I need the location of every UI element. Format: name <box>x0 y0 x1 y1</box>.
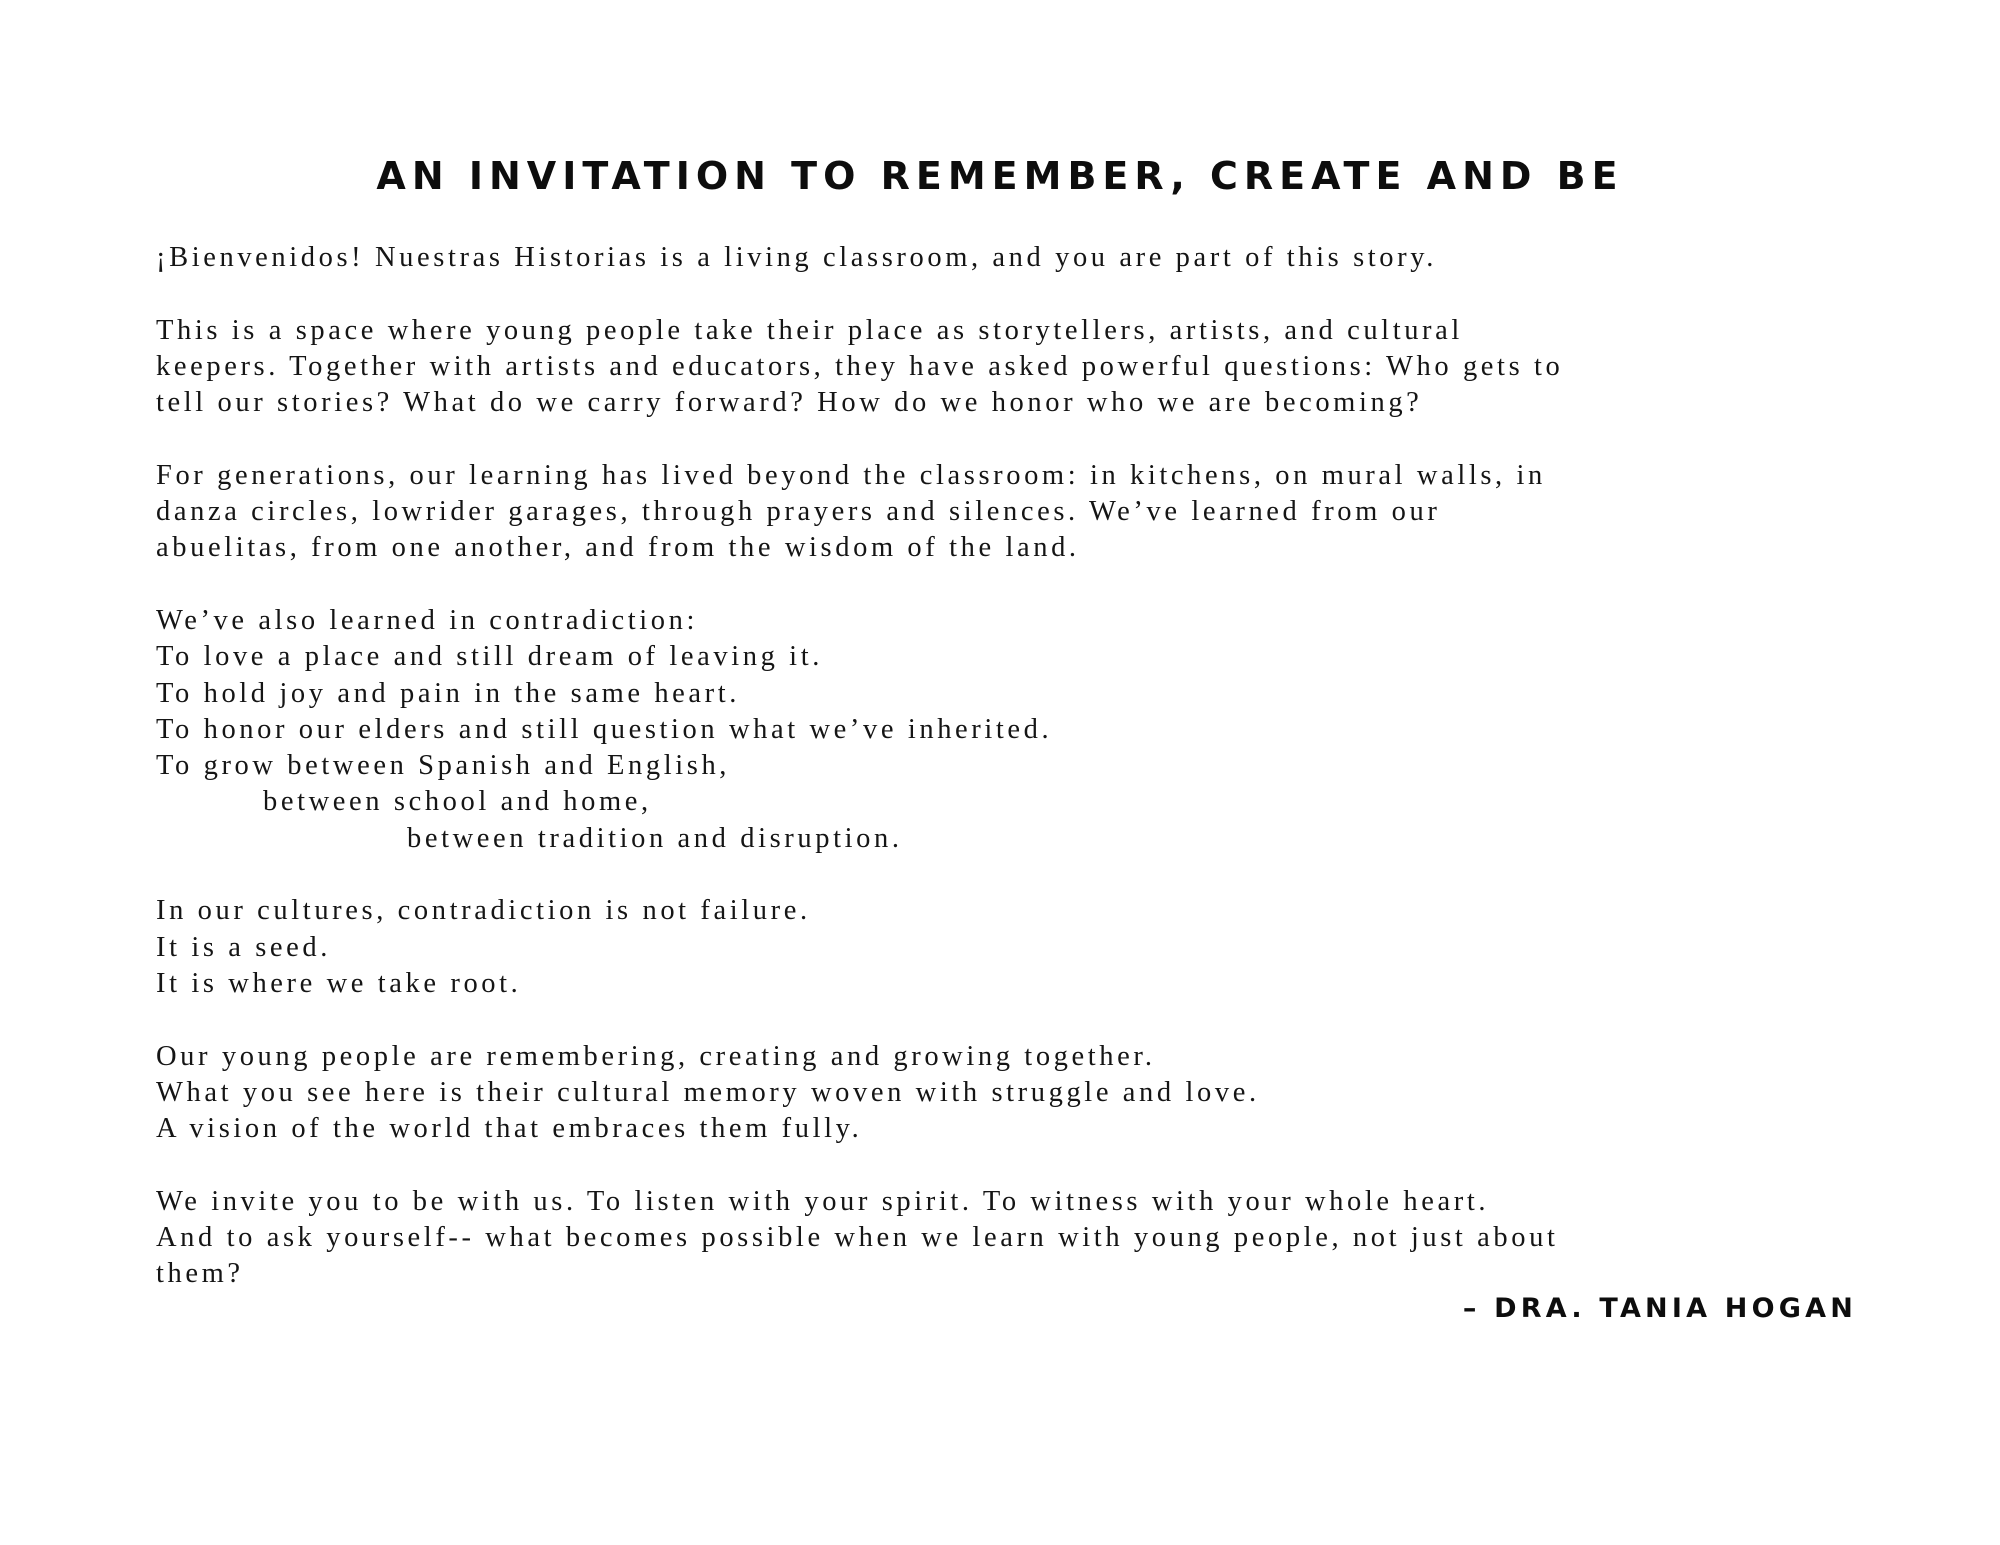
text-line: danza circles, lowrider garages, through prayers and silences. We’ve learned from our <box>156 496 1441 528</box>
page-title: AN INVITATION TO REMEMBER, CREATE AND BE <box>376 154 1624 198</box>
text-line: In our cultures, contradiction is not failure. <box>156 895 811 927</box>
text-line-indented: between tradition and disruption. <box>407 822 903 854</box>
text-line: To love a place and still dream of leaving it. <box>156 641 823 673</box>
paragraph-welcome <box>156 240 1876 276</box>
paragraph-young-people <box>156 1039 1876 1148</box>
text-line-indented: between school and home, <box>263 786 652 818</box>
paragraph-generations <box>156 458 1876 567</box>
text-line: them? <box>156 1258 244 1290</box>
paragraph-space <box>156 313 1876 422</box>
text-line: We invite you to be with us. To listen with your spirit. To witness with your whole heart. <box>156 1185 1490 1217</box>
author-signature: – DRA. TANIA HOGAN <box>1462 1293 1857 1324</box>
text-line: Our young people are remembering, creating and growing together. <box>156 1040 1156 1072</box>
paragraph-contradiction <box>156 603 1876 857</box>
letter-body <box>156 240 1876 1293</box>
text-line: It is a seed. <box>156 931 332 963</box>
text-line: We’ve also learned in contradiction: <box>156 604 698 636</box>
paragraph-invitation <box>156 1184 1876 1293</box>
text-line: To honor our elders and still question what we’ve inherited. <box>156 713 1053 745</box>
text-line: A vision of the world that embraces them fully. <box>156 1113 863 1145</box>
text-line: keepers. Together with artists and educators, they have asked powerful questions: Who gets to <box>156 350 1564 382</box>
text-line: To hold joy and pain in the same heart. <box>156 677 741 709</box>
text-line: tell our stories? What do we carry forward? How do we honor who we are becoming? <box>156 387 1423 419</box>
paragraph-cultures <box>156 893 1876 1002</box>
text-line: For generations, our learning has lived beyond the classroom: in kitchens, on mural walls, in <box>156 459 1546 491</box>
text-line: What you see here is their cultural memory woven with struggle and love. <box>156 1076 1260 1108</box>
text-line: It is where we take root. <box>156 967 522 999</box>
text-line: This is a space where young people take their place as storytellers, artists, and cultural <box>156 314 1463 346</box>
text-line: ¡Bienvenidos! Nuestras Historias is a living classroom, and you are part of this story. <box>156 242 1437 273</box>
text-line: abuelitas, from one another, and from the wisdom of the land. <box>156 532 1080 564</box>
text-line: To grow between Spanish and English, <box>156 750 731 782</box>
text-line: And to ask yourself-- what becomes possible when we learn with young people, not just about <box>156 1222 1559 1254</box>
